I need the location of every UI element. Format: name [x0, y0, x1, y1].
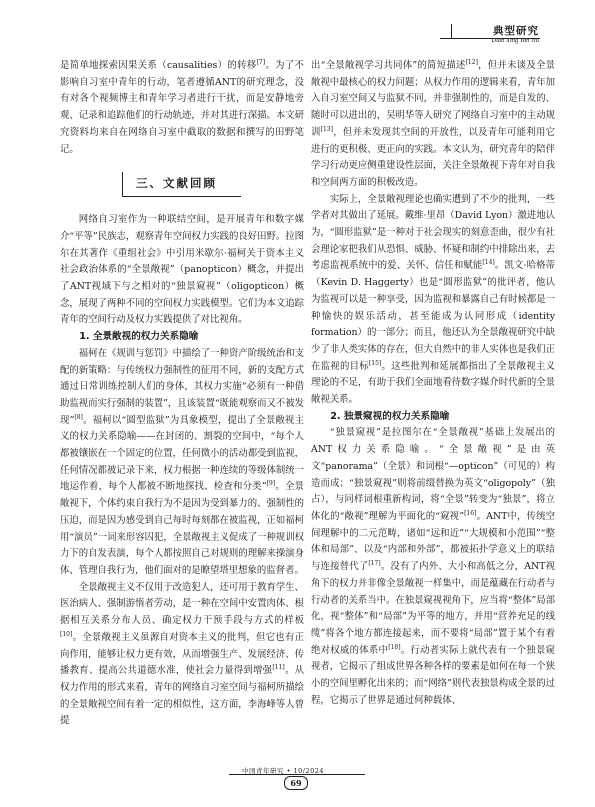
right-column: [311, 58, 555, 709]
section-heading: [60, 164, 304, 202]
body-paragraph: 网络自习室作为一种联结空间，是开展青年和数字媒介“平等”民族志，观察青年空间权力实践的良好田野。拉图尔在其著作《重组社会》中引用米歇尔·福柯关于资本主义社会政治体系的“全景敞视”（panopticon）概念，并提出了ANT视域下与之相对的“独景窥视”（oligopticon）概念，展现了两种不同的空间权力实践模型。它们为本文追踪青年的空间行动及权力实践提供了对比视角。: [60, 214, 304, 326]
body-paragraph: “独景窥视”是拉图尔在“全景敞视”基础上发展出的ANT权力关系隐喻。“全景敞视”是由英文“panorama”（全景）和词根“—opticon”（可见的）构造而成；“独景窥视”则将前缀替换为英文“oligopoly”（独占），与同样词根重新构词，将“全景”转变为“独景”，将立体化的“敞视”理解为平面化的“窥视”[16]。ANT中，传统空间理解中的二元范畴，诸如“远和近”“大规模和小范围”“整体和局部”、以及“内部和外部”，都被拓扑学意义上的联结与连接替代了[17]。没有了内外、大小和高低之分，ANT视角下的权力并非像全景敞视一样集中，而是蕴藏在行动者与行动者的关系当中。在独景窥视视角下，应当将“整体”局部化，视“整体”和“局部”为平等的地方，并用“营养充足的线缆”将各个地方都连接起来，而不要将“局部”置于某个有着绝对权威的体系中[18]。行动者实际上就代表有一个独景窥视者，它揭示了组成世界各种各样的要素是如何在每一个狭小的空间里孵化出来的；而“网络”则代表独景构成全景的过程，它揭示了世界是通过何种载体、: [311, 427, 555, 706]
citation: [12]: [465, 58, 478, 66]
left-column: [60, 58, 304, 730]
footer-rule: [229, 774, 365, 775]
page-header: [0, 0, 595, 50]
citation: [17]: [368, 559, 381, 567]
subheading: 2. 独景窥视的权力关系隐喻: [330, 410, 450, 422]
running-header-pinyin: Dian Xing Yan Jiu: [491, 37, 539, 44]
page-number: 69: [284, 776, 308, 790]
body-paragraph: 出“全景敞视学习共同体”的简短描述[12]，但并未谈及全景敞视中最核心的权力问题；从权力作用的逻辑来看，青年加入自习室空间又与监狱不同，并非强制性的，而是自发的、随时可以进出的，吴明华等人研究了网络自习室中的主动规训[13]，但并未发现其空间的开放性，以及青年可能利用它进行的更积极、更正向的实践。本文认为，研究青年的陪伴学习行动更应侧重建设性层面，关注全景敞视下青年对自我和空间两方面的积极改造。: [311, 58, 555, 188]
body-paragraph: 福柯在《规训与惩罚》中描绘了一种资产阶级统治和支配的新策略：与传统权力强制性的征用不同，新的支配方式通过日常训练控制人们的身体，其权力实施“必须有一种借助监视而实行强制的装置”，且该装置“既能观察而又不被发现”[8]。福柯以“圆型监狱”为具象模型，提出了全景敞视主义的权力关系隐喻——在封闭的、割裂的空间中，“每个人都被镶嵌在一个固定的位置，任何微小的活动都受到监视，任何情况都被记录下来，权力根据一种连续的等级体制统一地运作着，每个人都被不断地探找、检查和分类”[9]。全景敞视下，个体约束自我行为不是因为受到暴力的、强制性的压迫，而是因为感受到自己每时每刻都在被监视，正如福柯用“演员”一词来形容囚犯，全景敞视主义促成了一种规训权力下的自发表演，每个人都按照自己对规则的理解来操演身体、管理自我行为，他们面对的是瞭望塔里想象的监督者。: [60, 347, 304, 576]
header-rule: [440, 38, 540, 39]
citation: [18]: [388, 643, 401, 651]
body-paragraph: 实际上，全景敞视理论也确实遭到了不少的批判，一些学者对其做出了延展。戴维·里昂（David Lyon）激进地认为，“圆形监狱”是一种对于社会现实的刻意歪曲，很少有社会理论家把我们从恐惧、威胁、怀疑和制约中排除出来，去考虑监视系统中的爱、关怀、信任和赋能[14]。凯文·哈格蒂（Kevin D. Haggerty）也是“圆形监狱”的批评者，他认为监视可以是一种享受，因为监视和暴露自己有时候都是一种愉快的娱乐活动，甚至能成为认同形成（identity formation）的一部分；而且，他还认为全景敞视研究中缺少了非人类实体的存在，但大自然中的非人实体也是我们正在监视的目标[15]。这些批判和延展都指出了全景敞视主义理论的不足，有助于我们全面地看待数字媒介时代新的全景敞视关系。: [311, 193, 555, 406]
citation: [11]: [272, 664, 285, 672]
body-paragraph: 全景敞视主义不仅用于改造犯人，还可用于教育学生、医治病人、强制游惰者劳动，是一种在空间中安置肉体、根据相互关系分布人员、确定权力干预手段与方式的样板[10]。全景敞视主义虽源自对资本主义的批判，但它也有正向作用，能够让权力更有效，从而增强生产、发展经济、传播教育、提高公共道德水准，使社会力量得到增强[11]。从权力作用的形式来看，青年的网络自习室空间与福柯所描绘的全景敞视空间有着一定的相似性，这方面，李海峰等人曾提: [60, 581, 304, 727]
running-header: [491, 25, 539, 45]
citation: [15]: [368, 359, 382, 367]
citation: [14]: [482, 259, 495, 267]
intro-paragraph: 是简单地探索因果关系（causalities）的转移[7]。为了不影响自习室中青年的行动，笔者遵循ANT的研究理念，没有对各个视频博主和青年学习者进行干扰，而是安静地旁观、记录和追踪他们的行动轨迹，并对其进行深描。本文研究资料均来自在网络自习室中截取的数据和撰写的田野笔记。: [60, 58, 304, 155]
citation: [9]: [266, 480, 276, 488]
citation: [8]: [74, 413, 83, 421]
header-divider: [451, 24, 452, 38]
subheading: 1. 全景敞视的权力关系隐喻: [79, 331, 199, 343]
page-footer: [0, 764, 595, 804]
citation: [13]: [320, 125, 333, 133]
citation: [16]: [464, 509, 477, 517]
running-header-chinese: 典型研究: [493, 25, 539, 37]
journal-issue: 中国青年研究 • 10/2024: [242, 767, 324, 775]
section-title: 三、文献回顾: [136, 176, 217, 191]
citation: [7]: [256, 58, 266, 66]
citation: [10]: [60, 630, 73, 638]
